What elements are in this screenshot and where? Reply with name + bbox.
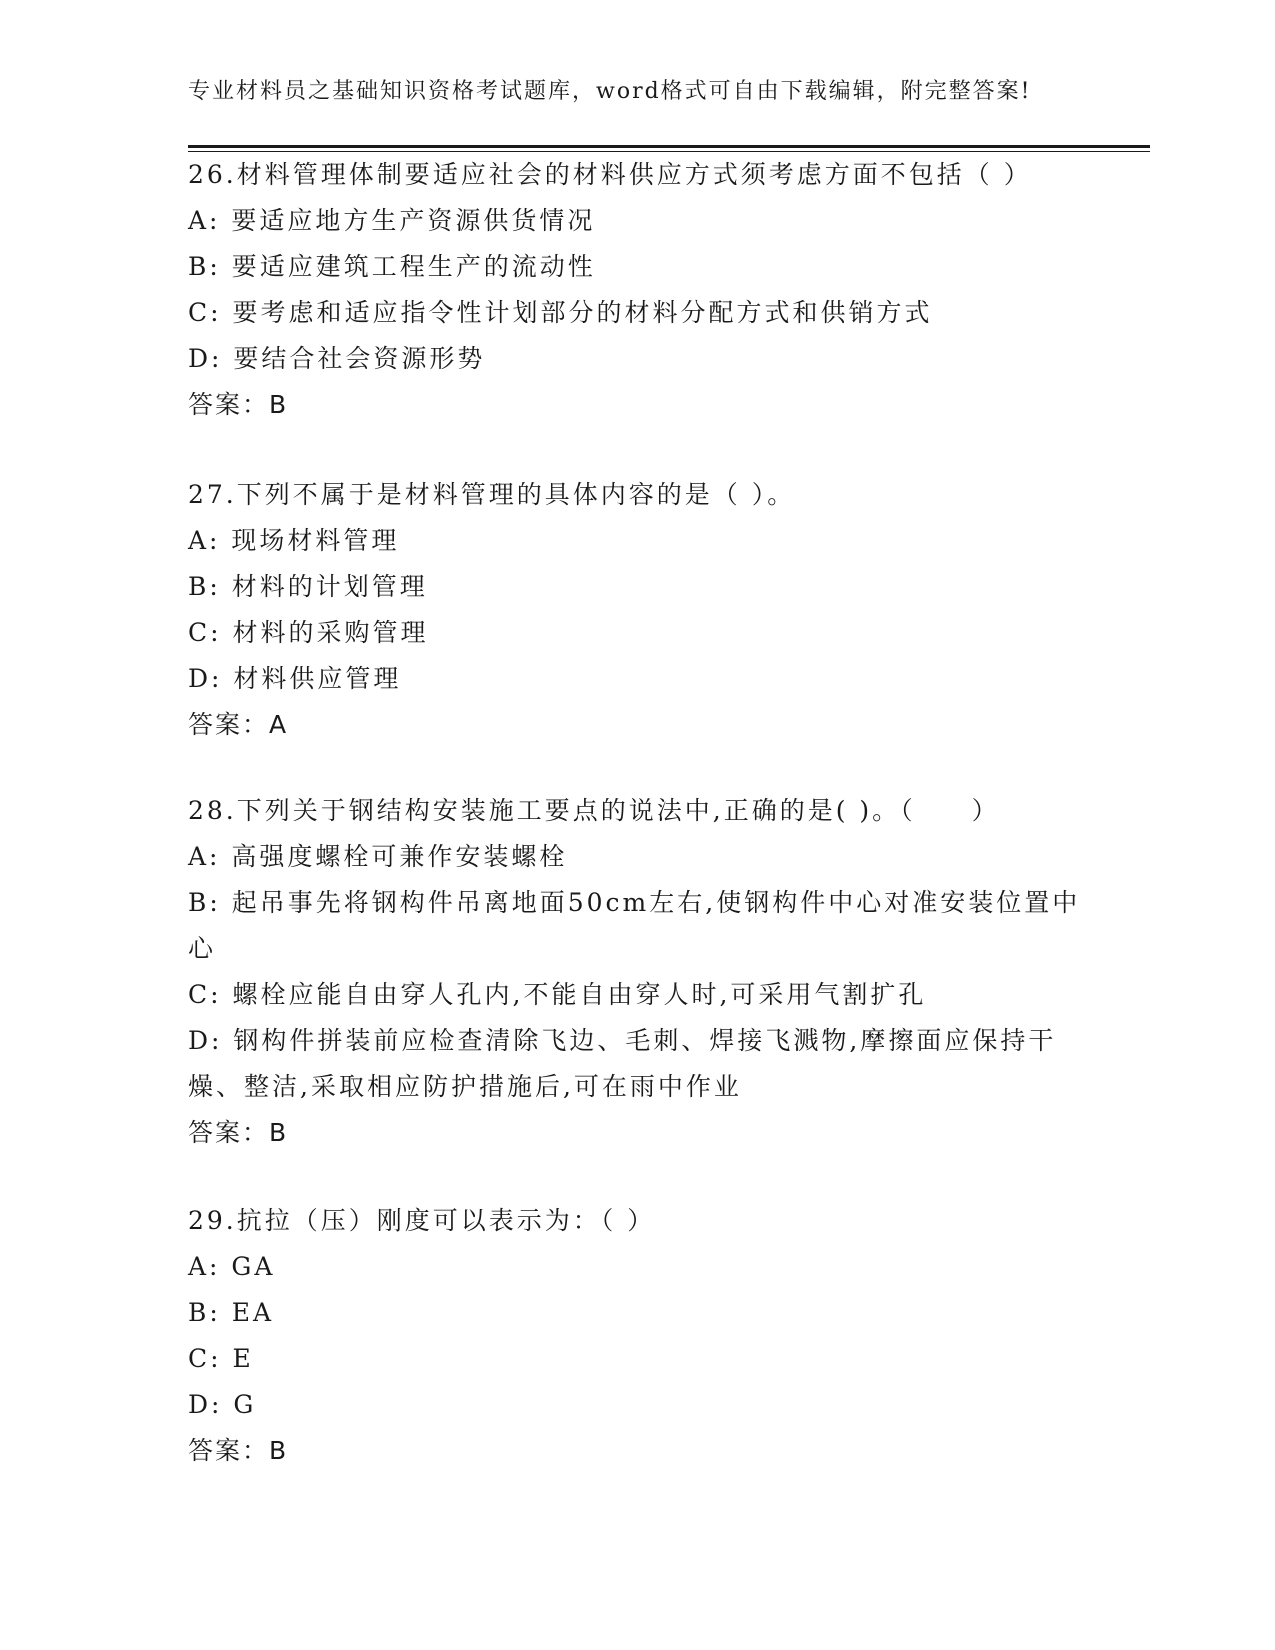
option-d: D: 材料供应管理 [188, 664, 402, 693]
option-c: C: 材料的采购管理 [188, 618, 429, 647]
question-29 [188, 1198, 1088, 1474]
option-c: C: 螺栓应能自由穿人孔内,不能自由穿人时,可采用气割扩孔 [188, 980, 927, 1009]
option-c: C: E [188, 1344, 254, 1373]
option-c: C: 要考虑和适应指令性计划部分的材料分配方式和供销方式 [188, 298, 933, 327]
option-b: B: 起吊事先将钢构件吊离地面50cm左右,使钢构件中心对准安装位置中心 [188, 888, 1081, 963]
header-rule-thick [188, 145, 1150, 148]
question-28 [188, 788, 1088, 1156]
option-a: A: GA [188, 1252, 276, 1281]
option-b: B: 要适应建筑工程生产的流动性 [188, 252, 596, 281]
answer: 答案：B [188, 1118, 289, 1147]
option-a: A: 高强度螺栓可兼作安装螺栓 [188, 842, 568, 871]
option-b: B: EA [188, 1298, 275, 1327]
question-stem: 27.下列不属于是材料管理的具体内容的是（ ）。 [188, 480, 796, 509]
answer: 答案：A [188, 710, 289, 739]
option-b: B: 材料的计划管理 [188, 572, 428, 601]
option-a: A: 现场材料管理 [188, 526, 400, 555]
option-d: D: 钢构件拼装前应检查清除飞边、毛刺、焊接飞溅物,摩擦面应保持干燥、整洁,采取相应防护措施后,可在雨中作业 [188, 1026, 1057, 1101]
question-stem: 26.材料管理体制要适应社会的材料供应方式须考虑方面不包括（ ） [188, 160, 1032, 189]
option-d: D: 要结合社会资源形势 [188, 344, 486, 373]
answer: 答案：B [188, 1436, 289, 1465]
page-header: 专业材料员之基础知识资格考试题库，word格式可自由下载编辑，附完整答案! [188, 79, 1032, 104]
answer: 答案：B [188, 390, 289, 419]
option-a: A: 要适应地方生产资源供货情况 [188, 206, 596, 235]
question-27 [188, 472, 1088, 748]
question-26 [188, 152, 1088, 428]
option-d: D: G [188, 1390, 257, 1419]
question-stem: 28.下列关于钢结构安装施工要点的说法中,正确的是( )。（ ） [188, 796, 1000, 825]
question-stem: 29.抗拉（压）刚度可以表示为：（ ） [188, 1206, 656, 1235]
